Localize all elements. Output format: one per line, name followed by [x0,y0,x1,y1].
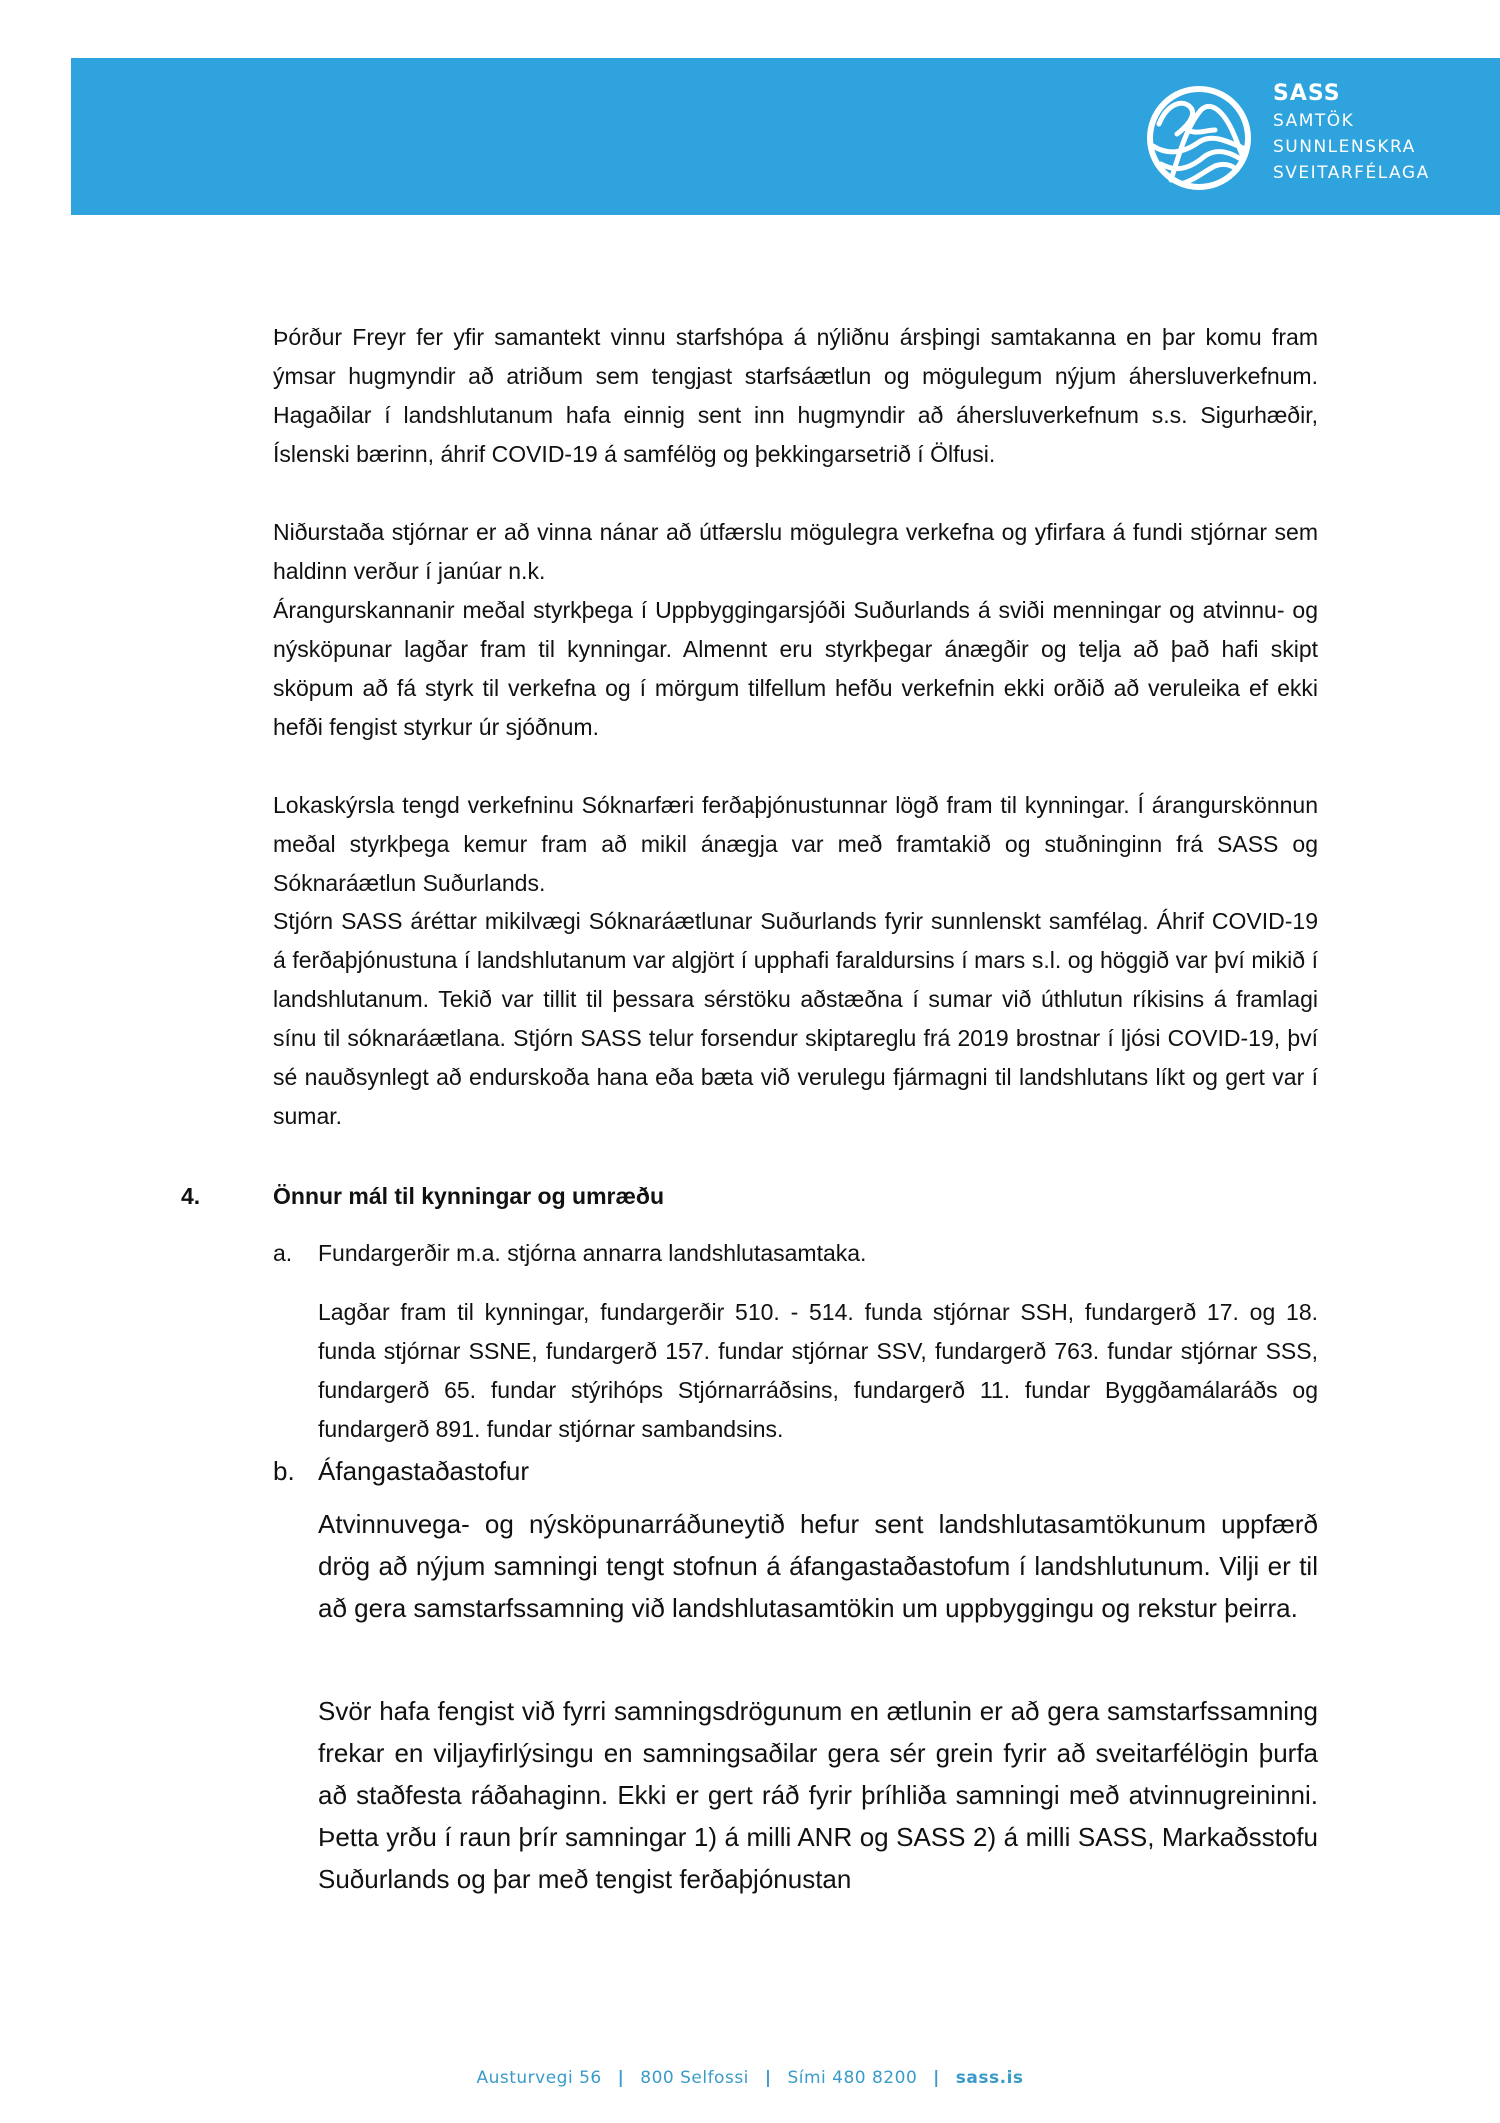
paragraph-final-report: Lokaskýrsla tengd verkefninu Sóknarfæri ferðaþjónustunnar lögð fram til kynningar. Í árangurskönnun meðal styrkþega kemur fram að mikil ánægja var með framtakið og stuðninginn frá SASS og Sóknaráætlun Suðurlands. [273,792,1318,896]
item-b-title: Áfangastaðastofur [318,1456,530,1486]
item-b-letter: b. [273,1456,295,1486]
section-heading: Önnur mál til kynningar og umræðu [273,1183,665,1209]
section-number: 4. [181,1183,201,1209]
page-footer [0,2068,1500,2088]
paragraph-grant-survey: Árangurskannanir meðal styrkþega í Uppbyggingarsjóði Suðurlands á sviði menningar og atvinnu- og nýsköpunar lagðar fram til kynningar. Almennt eru styrkþegar ánægðir og telja að það hafi skipt sköpum að fá styrk til verkefna og í mörgum tilfellum hefðu verkefnin ekki orðið að veruleika ef ekki hefði fengist styrkur úr sjóðnum. [273,597,1318,740]
footer-postal: 800 Selfossi [640,2068,749,2088]
footer-separator: | [617,2068,625,2088]
item-a-paragraph: Lagðar fram til kynningar, fundargerðir 510. - 514. funda stjórnar SSH, fundargerð 17. og 18. funda stjórnar SSNE, fundargerð 157. fundar stjórnar SSV, fundargerð 763. fundar stjórnar SSS, fundargerð 65. fundar stýrihóps Stjórnarráðsins, fundargerð 11. fundar Byggðamálaráðs og fundargerð 891. fundar stjórnar sambandsins. [318,1299,1318,1442]
brand-line-3: SVEITARFÉLAGA [1273,163,1430,183]
item-b-paragraph-2: Svör hafa fengist við fyrri samningsdrögunum en ætlunin er að gera samstarfssamning frekar en viljayfirlýsingu en samningsaðilar gera sér grein fyrir að sveitarfélögin þurfa að staðfesta ráðahaginn. Ekki er gert ráð fyrir þríhliða samningi með atvinnugreininni. Þetta yrðu í raun þrír samningar 1) á milli ANR og SASS 2) á milli SASS, Markaðsstofu Suðurlands og þar með tengist ferðaþjónustan [318,1696,1318,1894]
footer-website-link[interactable]: sass.is [955,2068,1024,2088]
brand-wordmark [1273,80,1430,186]
brand-name: SASS [1273,81,1341,106]
brand-line-1: SAMTÖK [1273,111,1355,131]
item-a-letter: a. [273,1240,293,1266]
footer-separator: | [764,2068,772,2088]
item-a-title: Fundargerðir m.a. stjórna annarra landshlutasamtaka. [318,1240,867,1266]
footer-phone: Sími 480 8200 [787,2068,918,2088]
paragraph-board-conclusion: Niðurstaða stjórnar er að vinna nánar að útfærslu mögulegra verkefna og yfirfara á fundi stjórnar sem haldinn verður í janúar n.k. [273,519,1318,584]
paragraph-workgroup-summary: Þórður Freyr fer yfir samantekt vinnu starfshópa á nýliðnu ársþingi samtakanna en þar komu fram ýmsar hugmyndir að atriðum sem tengjast starfsáætlun og mögulegum nýjum áhersluverkefnum. Hagaðilar í landshlutanum hafa einnig sent inn hugmyndir að áhersluverkefnum s.s. Sigurhæðir, Íslenski bærinn, áhrif COVID-19 á samfélög og þekkingarsetrið í Ölfusi. [273,324,1318,467]
brand-line-2: SUNNLENSKRA [1273,137,1416,157]
paragraph-board-statement: Stjórn SASS áréttar mikilvægi Sóknaráætlunar Suðurlands fyrir sunnlenskt samfélag. Áhrif COVID-19 á ferðaþjónustuna í landshlutanum var algjört í upphafi faraldursins í mars s.l. og höggið var því mikið í landshlutanum. Tekið var tillit til þessara sérstöku aðstæðna í sumar við úthlutun ríkisins á framlagi sínu til sóknaráætlana. Stjórn SASS telur forsendur skiptareglu frá 2019 brostnar í ljósi COVID-19, því sé nauðsynlegt að endurskoða hana eða bæta við verulegu fjármagni til landshlutans líkt og gert var í sumar. [273,908,1318,1129]
item-b-paragraph-1: Atvinnuvega- og nýsköpunarráðuneytið hefur sent landshlutasamtökunum uppfærð drög að nýjum samningi tengt stofnun á áfangastaðastofum í landshlutunum. Vilji er til að gera samstarfssamning við landshlutasamtökin um uppbyggingu og rekstur þeirra. [318,1509,1318,1623]
footer-separator: | [933,2068,940,2088]
footer-address: Austurvegi 56 [476,2068,602,2088]
sass-logo-icon [1145,84,1253,192]
